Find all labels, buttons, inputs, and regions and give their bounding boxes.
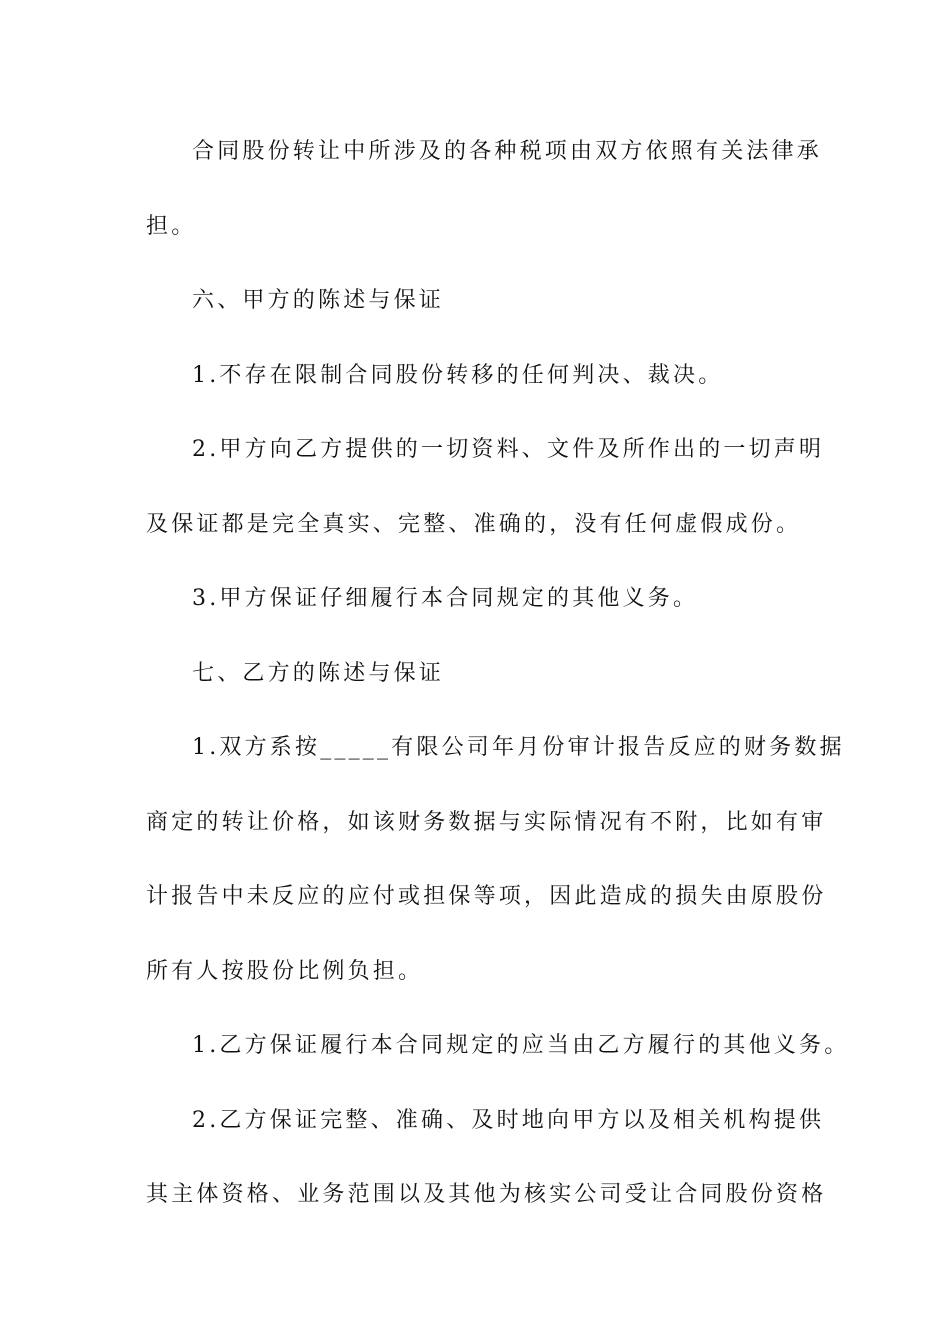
- party-b-item-1-line-3: 计报告中未反应的应付或担保等项，因此造成的损失由原股份: [146, 884, 827, 909]
- section-heading-party-a: 六、甲方的陈述与保证: [192, 288, 445, 313]
- party-a-item-1: 1.不存在限制合同股份转移的任何判决、裁决。: [192, 363, 724, 388]
- paragraph-tax-line-1: 合同股份转让中所涉及的各种税项由双方依照有关法律承: [192, 139, 823, 164]
- party-b-item-1-line-4: 所有人按股份比例负担。: [146, 959, 424, 984]
- party-b-item-2-line-1: 2.乙方保证完整、准确、及时地向甲方以及相关机构提供: [192, 1108, 825, 1133]
- party-a-item-3: 3.甲方保证仔细履行本合同规定的其他义务。: [192, 586, 699, 611]
- party-a-item-2-line-1: 2.甲方向乙方提供的一切资料、文件及所作出的一切声明: [192, 437, 825, 462]
- party-a-item-2-line-2: 及保证都是完全真实、完整、准确的，没有任何虚假成份。: [146, 512, 802, 537]
- party-b-item-2-line-2: 其主体资格、业务范围以及其他为核实公司受让合同股份资格: [146, 1182, 827, 1207]
- party-b-item-1-line-2: 商定的转让价格，如该财务数据与实际情况有不附，比如有审: [146, 810, 827, 835]
- party-b-item-1b: 1.乙方保证履行本合同规定的应当由乙方履行的其他义务。: [192, 1033, 850, 1058]
- party-b-item-1-line-1: 1.双方系按_____有限公司年月份审计报告反应的财务数据: [192, 735, 845, 760]
- section-heading-party-b: 七、乙方的陈述与保证: [192, 661, 445, 686]
- paragraph-tax-line-2: 担。: [146, 214, 197, 239]
